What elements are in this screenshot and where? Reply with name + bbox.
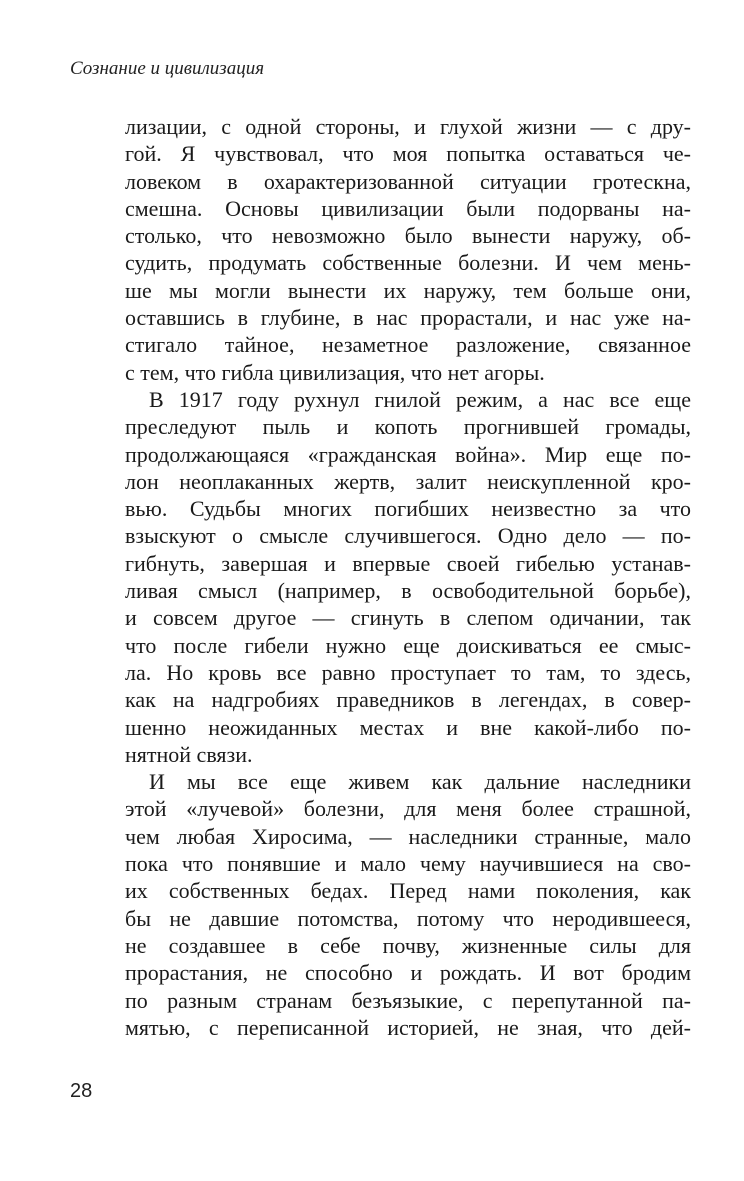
text-line: не создавшее в себе почву, жизненные силы для [125, 932, 691, 958]
text-line: с тем, что гибла цивилизация, что нет агоры. [125, 359, 545, 385]
text-line: И мы все еще живем как дальние наследники [149, 769, 691, 795]
text-line: гой. Я чувствовал, что моя попытка оставаться че- [125, 141, 691, 167]
text-line: как на надгробиях праведников в легендах, в совер- [125, 687, 691, 713]
paragraph [125, 113, 691, 386]
text-line: вью. Судьбы многих погибших неизвестно за что [125, 496, 691, 522]
text-line: ше мы могли вынести их наружу, тем больше они, [125, 277, 691, 303]
text-line: их собственных бедах. Перед нами поколения, как [125, 878, 691, 904]
text-line: лон неоплаканных жертв, залит неискупленной кро- [125, 468, 691, 494]
text-line: судить, продумать собственные болезни. И чем мень- [125, 250, 691, 276]
text-line: смешна. Основы цивилизации были подорваны на- [125, 195, 691, 221]
body-text [125, 113, 691, 1041]
running-header: Сознание и цивилизация [70, 58, 265, 79]
text-line: прорастания, не способно и рождать. И вот бродим [125, 960, 691, 986]
text-line: лизации, с одной стороны, и глухой жизни — с дру- [125, 114, 691, 139]
text-line: взыскуют о смысле случившегося. Одно дело — по- [125, 523, 691, 549]
text-line: по разным странам безъязыкие, с перепутанной па- [125, 987, 691, 1013]
text-line: нятной связи. [125, 741, 253, 767]
paragraph [125, 768, 691, 1041]
text-line: бы не давшие потомства, потому что неродившееся, [125, 905, 691, 931]
text-line: что после гибели нужно еще доискиваться ее смыс- [125, 632, 691, 658]
text-line: и совсем другое — сгинуть в слепом одичании, так [125, 605, 691, 631]
text-line: пока что понявшие и мало чему научившиеся на сво- [125, 851, 691, 877]
text-line: мятью, с переписанной историей, не зная, что дей- [125, 1014, 691, 1040]
text-line: ловеком в охарактеризованной ситуации гротескна, [125, 168, 691, 194]
text-line: шенно неожиданных местах и вне какой-либо по- [125, 714, 691, 740]
text-line: продолжающаяся «гражданская война». Мир еще по- [125, 441, 691, 467]
text-line: ливая смысл (например, в освободительной борьбе), [125, 578, 691, 604]
text-line: ла. Но кровь все равно проступает то там, то здесь, [125, 659, 691, 685]
text-line: чем любая Хиросима, — наследники странные, мало [125, 823, 691, 849]
paragraph [125, 386, 691, 768]
text-line: оставшись в глубине, в нас прорастали, и нас уже на- [125, 305, 691, 331]
page-number: 28 [70, 1080, 93, 1102]
text-line: преследуют пыль и копоть прогнившей громады, [125, 414, 691, 440]
text-line: В 1917 году рухнул гнилой режим, а нас все еще [149, 386, 691, 412]
text-line: этой «лучевой» болезни, для меня более страшной, [125, 796, 691, 822]
text-line: гибнуть, завершая и впервые своей гибелью устанав- [125, 550, 691, 576]
text-line: столько, что невозможно было вынести наружу, об- [125, 223, 691, 249]
text-line: стигало тайное, незаметное разложение, связанное [125, 332, 691, 358]
